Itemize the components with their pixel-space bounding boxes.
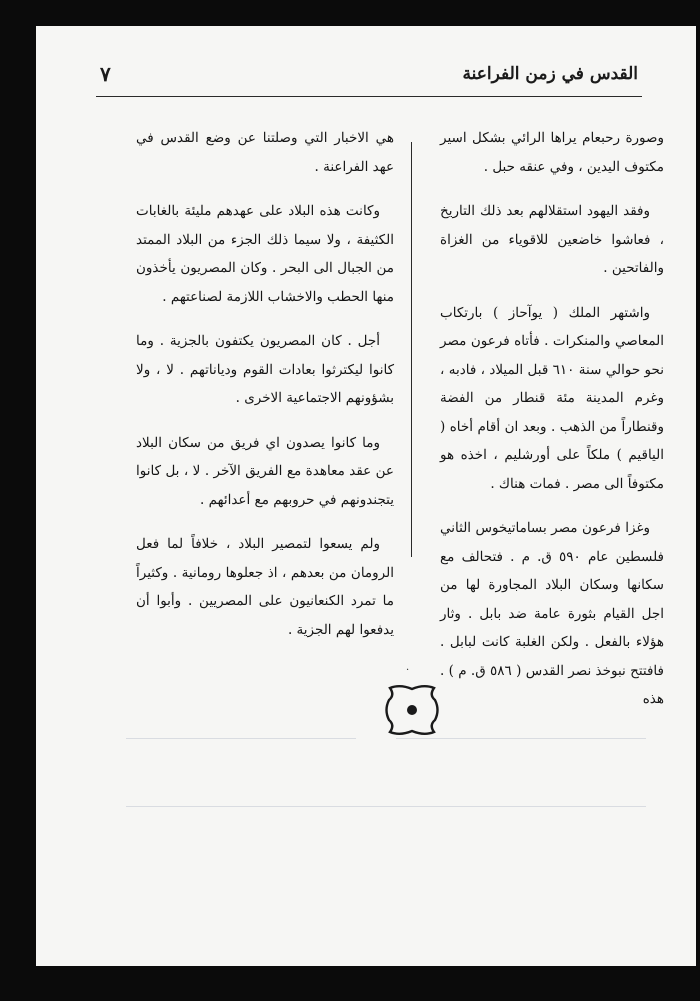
- right-column: [440, 124, 664, 730]
- paragraph: وكانت هذه البلاد على عهدهم مليئة بالغابات الكثيفة ، ولا سيما ذلك الجزء من البلاد الممتد من الجبال الى البحر . وكان المصريون يأخذون منها الحطب والاخشاب اللازمة لصناعتهم .: [136, 203, 394, 305]
- paragraph: وفقد اليهود استقلالهم بعد ذلك التاريخ ، فعاشوا خاضعين للاقوياء من الغزاة والفاتحين .: [440, 203, 664, 276]
- paragraph: وصورة رحبعام يراها الرائي بشكل اسير مكتوف اليدين ، وفي عنقه حبل .: [440, 130, 664, 175]
- left-column: [136, 124, 394, 660]
- header-rule: [96, 96, 642, 97]
- stray-dot: ·: [406, 665, 410, 676]
- paragraph: واشتهر الملك ( يوآحاز ) بارتكاب المعاصي والمنكرات . فأتاه فرعون مصر نحو حوالي سنة ٦١٠ قبل الميلاد ، فادبه ، وغرم المدينة مئة قنطار من الفضة وقنطاراً من الذهب . وبعد ان أقام أخاه ( الياقيم ) ملكاً على أورشليم ، اخذه هو مكتوفاً الى مصر . فمات هناك .: [440, 304, 664, 492]
- bleed-through-line: [126, 738, 356, 739]
- paragraph: هي الاخبار التي وصلتنا عن وضع القدس في عهد الفراعنة .: [136, 130, 394, 175]
- paragraph: ولم يسعوا لتمصير البلاد ، خلافاً لما فعل الرومان من بعدهم ، اذ جعلوها رومانية . وكثيراً ما تمرد الكنعانيون على المصريين . وأبوا أن يدفعوا لهم الجزية .: [136, 536, 394, 638]
- ornament-icon: [382, 682, 442, 738]
- column-divider: [411, 142, 412, 557]
- bleed-through-line: [126, 806, 646, 807]
- page-number: ٧: [100, 62, 111, 86]
- paragraph: وغزا فرعون مصر بساماتيخوس الثاني فلسطين عام ٥٩٠ ق. م . فتحالف مع سكانها وسكان البلاد المجاورة لها من اجل القيام بثورة عامة ضد بابل . وثار هؤلاء بالفعل . ولكن الغلبة كانت لبابل . فافتتح نبوخذ نصر القدس ( ٥٨٦ ق. م ) . هذه: [440, 520, 665, 707]
- page-header: [100, 64, 638, 94]
- scan-border: [0, 966, 700, 1001]
- paragraph: وما كانوا يصدون اي فريق من سكان البلاد عن عقد معاهدة مع الفريق الآخر . لا ، بل كانوا يتجندونهم في حروبهم مع أعدائهم .: [136, 434, 394, 508]
- bleed-through-line: [396, 738, 646, 739]
- paragraph: أجل . كان المصريون يكتفون بالجزية . وما كانوا ليكترثوا بعادات القوم ودياناتهم . لا ، ولا بشؤونهم الاجتماعية الاخرى .: [136, 333, 394, 406]
- running-title: القدس في زمن الفراعنة: [462, 64, 638, 84]
